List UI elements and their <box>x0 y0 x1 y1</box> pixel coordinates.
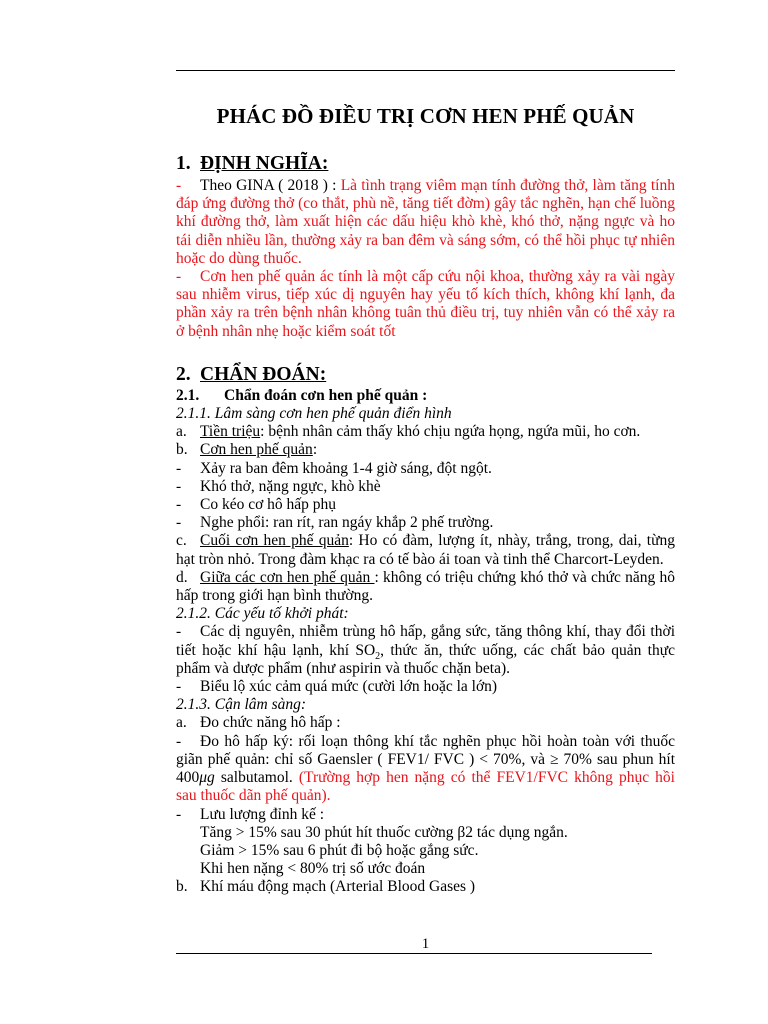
spirometry-item: - Đo hô hấp ký: rối loạn thông khí tắc nghẽn phục hồi hoàn toàn với thuốc giãn phế quản: chỉ số Gaensler ( FEV1/ FVC ) < 70%, và ≥ 70% sau phun hít 400μg salbutamol. (Trường hợp hen nặng có thể FEV1/FVC không phục hồi sau thuốc dãn phế quản). <box>176 732 675 805</box>
subsection-2-1-heading: 2.1. Chẩn đoán cơn hen phế quản : <box>176 386 428 404</box>
trigger-item-2: - Biểu lộ xúc cảm quá mức (cười lớn hoặc la lớn) <box>176 678 498 696</box>
item-b-arterial-blood-gases: b. Khí máu động mạch (Arterial Blood Gases ) <box>176 878 476 896</box>
section-2-heading: 2. CHẨN ĐOÁN: <box>176 363 327 385</box>
item-d-between-attacks: d. Giữa các cơn hen phế quản : không có triệu chứng khó thở và chức năng hô hấp trong giới hạn bình thường. <box>176 568 676 605</box>
peak-flow-line: Tăng > 15% sau 30 phút hít thuốc cường β2 tác dụng ngắn. <box>200 823 568 841</box>
item-c-end-of-attack: c. Cuối cơn hen phế quản: Ho có đàm, lượng ít, nhày, trắng, trong, dai, từng hạt tròn nhỏ. Trong đàm khạc ra có tế bào ái toan và tinh thể Charcort-Leyden. <box>176 532 675 568</box>
footer-rule <box>176 953 652 954</box>
subsection-2-1-2-heading: 2.1.2. Các yếu tố khởi phát: <box>176 605 349 623</box>
peak-flow-line: Giảm > 15% sau 6 phút đi bộ hoặc gắng sức. <box>200 841 479 859</box>
list-item: - Xảy ra ban đêm khoảng 1-4 giờ sáng, đột ngột. <box>176 459 492 477</box>
page-title: PHÁC ĐỒ ĐIỀU TRỊ CƠN HEN PHẾ QUẢN <box>216 104 635 128</box>
document-body <box>176 152 675 897</box>
item-b-attack: b. Cơn hen phế quản: <box>176 441 318 459</box>
peak-flow-line: Khi hen nặng < 80% trị số ước đoán <box>200 860 426 878</box>
peak-flow-item: - Lưu lượng đỉnh kế : <box>176 805 325 823</box>
dash-marker: - <box>176 177 182 194</box>
definition-paragraph-1: - Theo GINA ( 2018 ) : Là tình trạng viêm mạn tính đường thở, làm tăng tính đáp ứng đường thở (co thắt, phù nề, tăng tiết đờm) gây tắc nghẽn, hạn chế luồng khí đường thở, làm xuất hiện các dấu hiệu khò khè, khó thở, nặng ngực và ho tái diễn nhiều lần, thường xảy ra ban đêm và sáng sớm, có thể hồi phục tự nhiên hoặc do dùng thuốc. <box>176 177 675 267</box>
subsection-2-1-3-heading: 2.1.3. Cận lâm sàng: <box>176 696 307 714</box>
definition-paragraph-2: - Cơn hen phế quản ác tính là một cấp cứu nội khoa, thường xảy ra vài ngày sau nhiễm virus, tiếp xúc dị nguyên hay yếu tố kích thích, không khí lạnh, đa phần xảy ra trên bệnh nhân không tuân thủ điều trị, tuy nhiên vẫn có thể xảy ra ở bệnh nhân nhẹ hoặc kiểm soát tốt <box>176 268 675 340</box>
item-a-prodrome: a. Tiền triệu: bệnh nhân cảm thấy khó chịu ngứa họng, ngứa mũi, ho cơn. <box>176 423 641 441</box>
page-number: 1 <box>421 936 430 952</box>
trigger-item-1: - Các dị nguyên, nhiễm trùng hô hấp, gắng sức, tăng thông khí, thay đổi thời tiết hoặc khí hậu lạnh, khí $SO_2$, thức ăn, thức uống, các chất bảo quản thực phẩm và dược phẩm (như aspirin và thuốc chặn beta). <box>176 623 675 677</box>
list-item: - Co kéo cơ hô hấp phụ <box>176 496 337 514</box>
header-rule <box>176 70 675 71</box>
subsection-2-1-1-heading: 2.1.1. Lâm sàng cơn hen phế quản điển hình <box>176 405 452 423</box>
section-1-heading: 1. ĐỊNH NGHĨA: <box>176 153 329 174</box>
item-a-respiratory-function: a. Đo chức năng hô hấp : <box>176 714 341 732</box>
list-item: - Khó thở, nặng ngực, khò khè <box>176 477 381 495</box>
list-item: - Nghe phổi: ran rít, ran ngáy khắp 2 phế trường. <box>176 514 494 532</box>
dash-marker: - <box>176 268 182 286</box>
